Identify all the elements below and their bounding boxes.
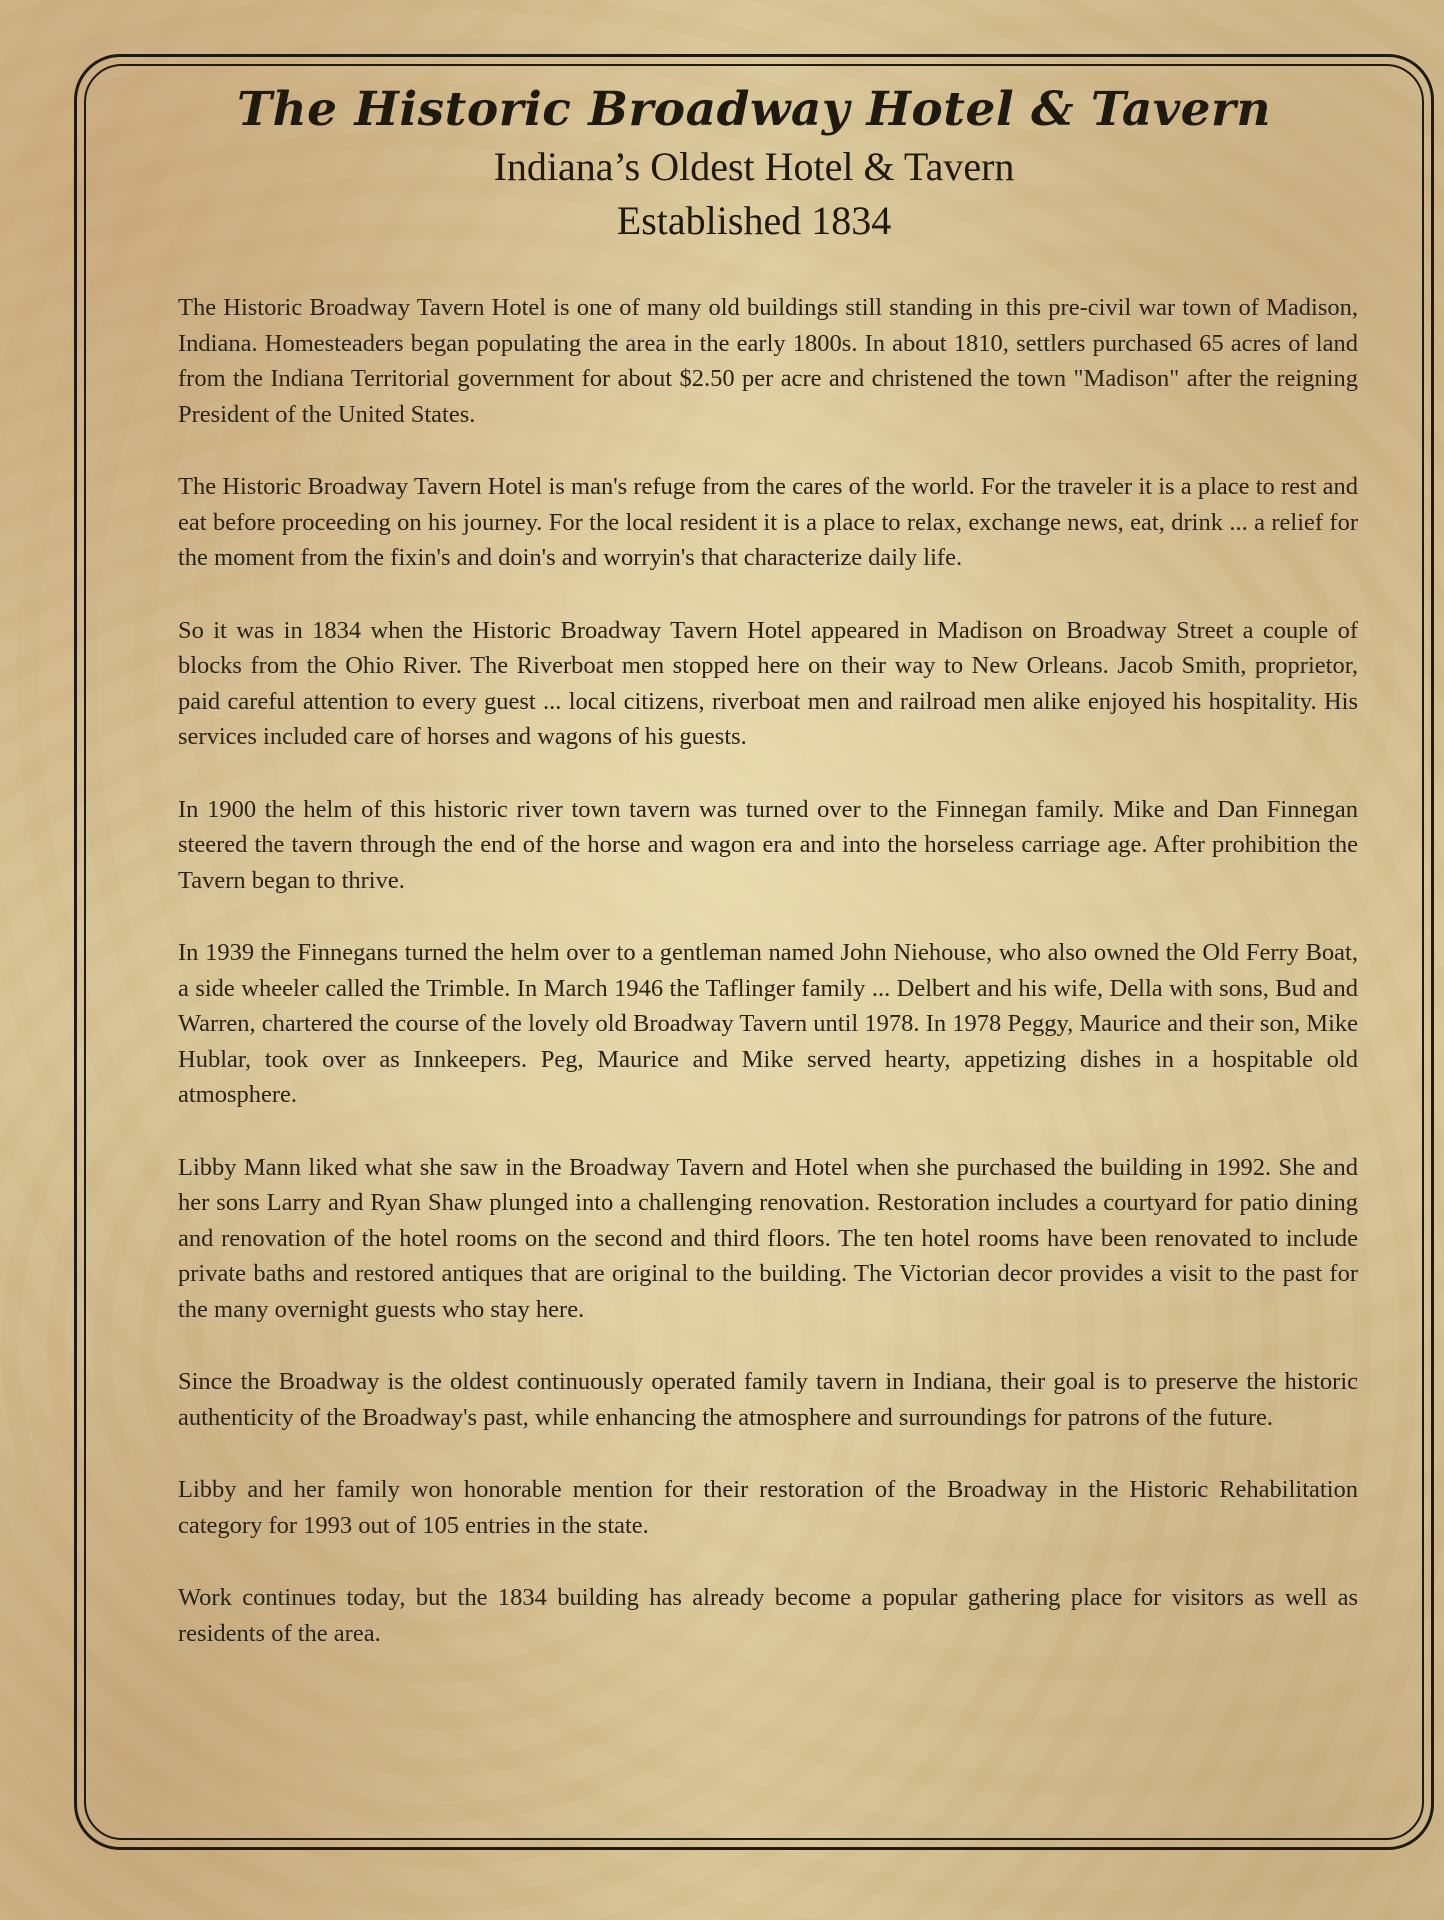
paragraph-refuge: The Historic Broadway Tavern Hotel is man's refuge from the cares of the world. For the traveler it is a place to rest and eat before proceeding on his journey. For the local resident it is a place to relax, exchange news, eat, drink ... a relief for the moment from the fixin's and doin's and worryin's that characterize daily life. bbox=[178, 473, 1358, 571]
paragraph-1834-founding: So it was in 1834 when the Historic Broadway Tavern Hotel appeared in Madison on Broadway Street a couple of blocks from the Ohio River. The Riverboat men stopped here on their way to New Orleans. Jacob Smith, proprietor, paid careful attention to every guest ... local citizens, riverboat men and railroad men alike enjoyed his hospitality. His services included care of horses and wagons of his guests. bbox=[178, 616, 1358, 750]
established-date: Established 1834 bbox=[616, 198, 892, 243]
paragraph-niehouse-taflinger-hublar: In 1939 the Finnegans turned the helm over to a gentleman named John Niehouse, who also owned the Old Ferry Boat, a side wheeler called the Trimble. In March 1946 the Taflinger family ... Delbert and his wife, Della with sons, Bud and Warren, chartered the course of the lovely old Broadway Tavern until 1978. In 1978 Peggy, Maurice and their son, Mike Hublar, took over as Innkeepers. Peg, Maurice and Mike served hearty, appetizing dishes in a hospitable old atmosphere. bbox=[178, 939, 1358, 1108]
history-body bbox=[178, 290, 1358, 1688]
paragraph-finnegan-era: In 1900 the helm of this historic river town tavern was turned over to the Finnegan family. Mike and Dan Finnegan steered the tavern through the end of the horse and wagon era and into the horseless carriage age. After prohibition the Tavern began to thrive. bbox=[178, 795, 1358, 894]
paragraph-libby-mann-renovation: Libby Mann liked what she saw in the Broadway Tavern and Hotel when she purchased the building in 1992. She and her sons Larry and Ryan Shaw plunged into a challenging renovation. Restoration includes a courtyard for patio dining and renovation of the hotel rooms on the second and third floors. The ten hotel rooms have been renovated to include private baths and restored antiques that are original to the building. The Victorian decor provides a visit to the past for the many overnight guests who stay here. bbox=[178, 1153, 1358, 1323]
document-title: The Historic Broadway Hotel & Tavern bbox=[237, 82, 1271, 137]
document-subtitle: Indiana’s Oldest Hotel & Tavern bbox=[493, 144, 1015, 189]
document-header bbox=[84, 80, 1424, 248]
paragraph-preservation-goal: Since the Broadway is the oldest continuously operated family tavern in Indiana, their goal is to preserve the historic authenticity of the Broadway's past, while enhancing the atmosphere and surroundings for patrons of the future. bbox=[178, 1368, 1358, 1431]
paragraph-honorable-mention: Libby and her family won honorable mention for their restoration of the Broadway in the Historic Rehabilitation category for 1993 out of 105 entries in the state. bbox=[178, 1476, 1358, 1539]
paragraph-work-continues: Work continues today, but the 1834 building has already become a popular gathering place for visitors as well as residents of the area. bbox=[178, 1584, 1358, 1647]
paragraph-madison-origins: The Historic Broadway Tavern Hotel is one of many old buildings still standing in this pre-civil war town of Madison, Indiana. Homesteaders began populating the area in the early 1800s. In about 1810, settlers purchased 65 acres of land from the Indiana Territorial government for about $2.50 per acre and christened the town "Madison" after the reigning President of the United States. bbox=[178, 294, 1358, 428]
